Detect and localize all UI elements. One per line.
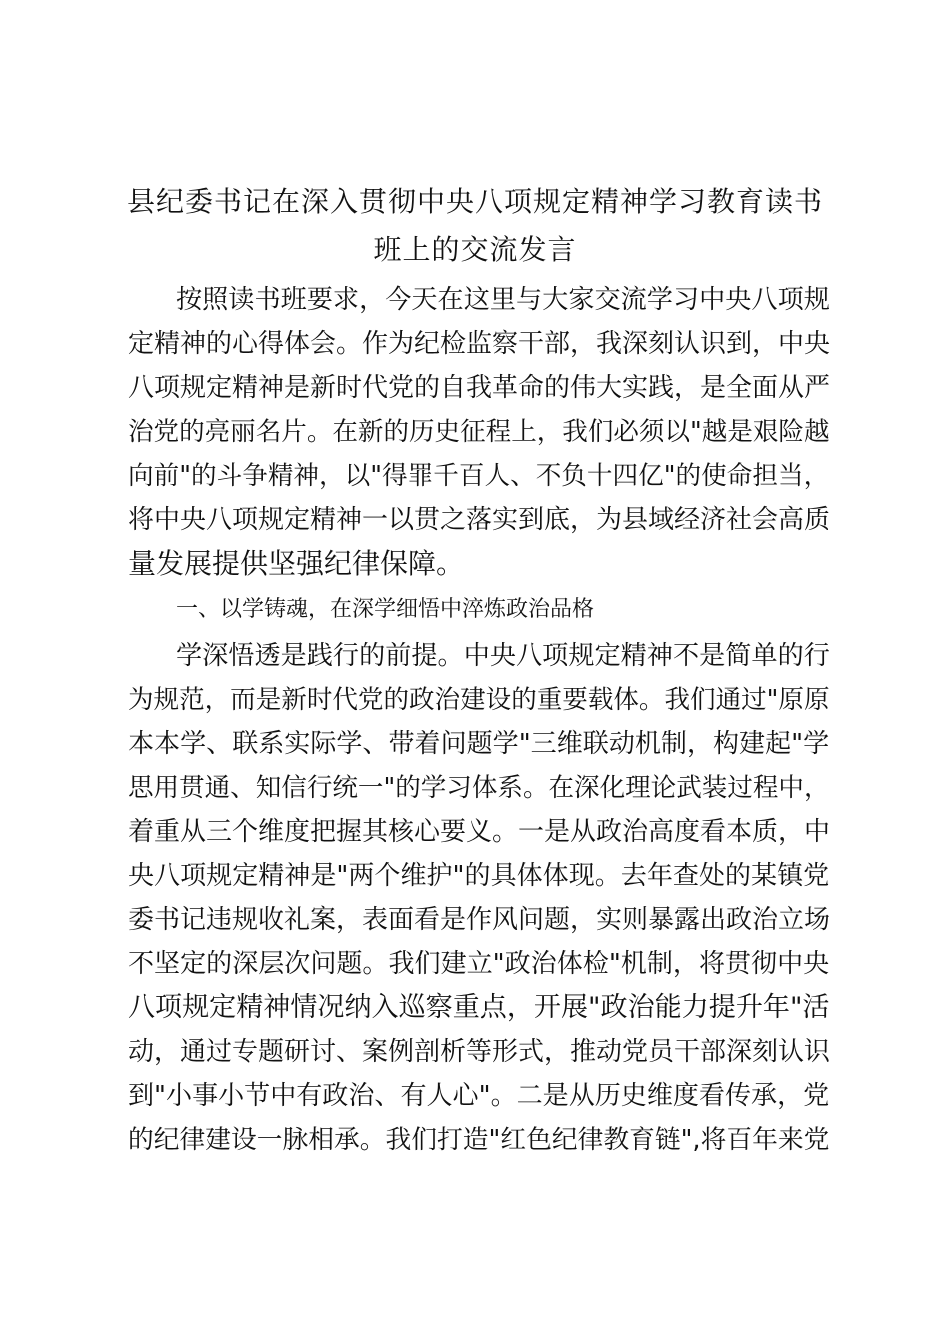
document-title-line-2: 班上的交流发言 bbox=[373, 233, 577, 266]
paragraph-line: 按照读书班要求，今天在这里与大家交流学习中央八项规 bbox=[176, 285, 830, 315]
document-title-line-1: 县纪委书记在深入贯彻中央八项规定精神学习教育读书 bbox=[126, 185, 823, 218]
paragraph-line: 不坚定的深层次问题。我们建立"政治体检"机制，将贯彻中央 bbox=[128, 949, 830, 979]
paragraph-line: 定精神的心得体会。作为纪检监察干部，我深刻认识到，中央 bbox=[128, 329, 831, 359]
paragraph-line: 向前"的斗争精神，以"得罪千百人、不负十四亿"的使命担当， bbox=[128, 461, 830, 491]
paragraph-line: 到"小事小节中有政治、有人心"。二是从历史维度看传承，党 bbox=[128, 1081, 830, 1111]
paragraph-line: 动，通过专题研讨、案例剖析等形式，推动党员干部深刻认识 bbox=[128, 1037, 831, 1067]
paragraph-line: 着重从三个维度把握其核心要义。一是从政治高度看本质，中 bbox=[128, 817, 831, 847]
paragraph-line: 八项规定精神是新时代党的自我革命的伟大实践，是全面从严 bbox=[128, 373, 831, 403]
paragraph-line: 学深悟透是践行的前提。中央八项规定精神不是简单的行 bbox=[176, 641, 830, 671]
paragraph-line: 本本学、联系实际学、带着问题学"三维联动机制，构建起"学 bbox=[128, 729, 830, 759]
paragraph-line: 央八项规定精神是"两个维护"的具体体现。去年查处的某镇党 bbox=[128, 861, 830, 891]
paragraph-line: 的纪律建设一脉相承。我们打造"红色纪律教育链",将百年来党 bbox=[128, 1125, 830, 1155]
paragraph-line: 量发展提供坚强纪律保障。 bbox=[128, 547, 465, 580]
section-heading: 一、以学铸魂，在深学细悟中淬炼政治品格 bbox=[176, 597, 595, 622]
paragraph-line: 治党的亮丽名片。在新的历史征程上，我们必须以"越是艰险越 bbox=[128, 417, 830, 447]
paragraph-line: 委书记违规收礼案，表面看是作风问题，实则暴露出政治立场 bbox=[128, 905, 831, 935]
paragraph-line: 将中央八项规定精神一以贯之落实到底，为县域经济社会高质 bbox=[128, 505, 831, 535]
paragraph-line: 八项规定精神情况纳入巡察重点，开展"政治能力提升年"活 bbox=[128, 992, 830, 1023]
paragraph-line: 为规范，而是新时代党的政治建设的重要载体。我们通过"原原 bbox=[128, 685, 830, 715]
paragraph-line: 思用贯通、知信行统一"的学习体系。在深化理论武装过程中， bbox=[128, 773, 830, 803]
